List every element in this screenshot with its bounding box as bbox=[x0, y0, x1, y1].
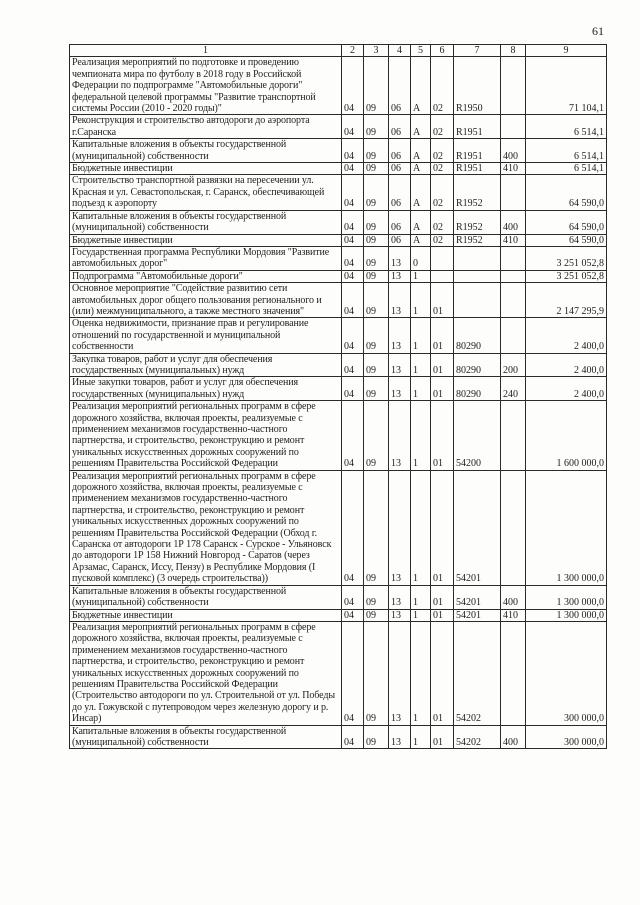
code-col-7: 80290 bbox=[454, 353, 501, 377]
table-row bbox=[70, 585, 607, 609]
code-col-7: 54202 bbox=[454, 725, 501, 749]
amount-cell: 3 251 052,8 bbox=[526, 270, 607, 282]
column-header-5: 5 bbox=[411, 45, 431, 57]
code-col-4: 13 bbox=[389, 585, 411, 609]
code-col-2: 04 bbox=[342, 115, 364, 139]
table-body bbox=[70, 57, 607, 749]
table-row bbox=[70, 470, 607, 585]
row-name: Реализация мероприятий региональных программ в сфере дорожного хозяйства, включая проекты, реализуемые с применением механизмов государственно-частного партнерства, и строительство, реконструкцию и ремонт уникальных искусственных дорожных сооружений по решениям Правительства Российской Федерации bbox=[70, 401, 342, 470]
code-col-2: 04 bbox=[342, 725, 364, 749]
code-col-4: 13 bbox=[389, 725, 411, 749]
code-col-7: 80290 bbox=[454, 377, 501, 401]
code-col-5: А bbox=[411, 115, 431, 139]
code-col-3: 09 bbox=[364, 609, 389, 621]
code-col-7: 54202 bbox=[454, 621, 501, 725]
table-row bbox=[70, 283, 607, 318]
table-row bbox=[70, 234, 607, 246]
code-col-2: 04 bbox=[342, 353, 364, 377]
code-col-4: 13 bbox=[389, 621, 411, 725]
code-col-5: 1 bbox=[411, 585, 431, 609]
code-col-8: 400 bbox=[501, 585, 526, 609]
code-col-8 bbox=[501, 57, 526, 115]
amount-cell: 2 400,0 bbox=[526, 353, 607, 377]
code-col-7: R1951 bbox=[454, 163, 501, 175]
code-col-6: 01 bbox=[431, 621, 454, 725]
code-col-3: 09 bbox=[364, 621, 389, 725]
code-col-2: 04 bbox=[342, 470, 364, 585]
amount-cell: 6 514,1 bbox=[526, 163, 607, 175]
code-col-6: 01 bbox=[431, 585, 454, 609]
code-col-7: 54201 bbox=[454, 470, 501, 585]
code-col-8 bbox=[501, 318, 526, 353]
row-name: Капитальные вложения в объекты государственной (муниципальной) собственности bbox=[70, 210, 342, 234]
table-row bbox=[70, 725, 607, 749]
code-col-6 bbox=[431, 270, 454, 282]
code-col-2: 04 bbox=[342, 585, 364, 609]
code-col-7 bbox=[454, 270, 501, 282]
table-row bbox=[70, 377, 607, 401]
code-col-4: 13 bbox=[389, 246, 411, 270]
table-row bbox=[70, 175, 607, 210]
table-row bbox=[70, 210, 607, 234]
code-col-8: 200 bbox=[501, 353, 526, 377]
code-col-4: 06 bbox=[389, 115, 411, 139]
amount-cell: 3 251 052,8 bbox=[526, 246, 607, 270]
row-name: Бюджетные инвестиции bbox=[70, 163, 342, 175]
code-col-3: 09 bbox=[364, 318, 389, 353]
code-col-3: 09 bbox=[364, 210, 389, 234]
code-col-4: 13 bbox=[389, 283, 411, 318]
amount-cell: 6 514,1 bbox=[526, 115, 607, 139]
code-col-8: 400 bbox=[501, 725, 526, 749]
code-col-7 bbox=[454, 246, 501, 270]
code-col-6: 02 bbox=[431, 163, 454, 175]
code-col-3: 09 bbox=[364, 585, 389, 609]
amount-cell: 2 400,0 bbox=[526, 318, 607, 353]
code-col-3: 09 bbox=[364, 139, 389, 163]
code-col-2: 04 bbox=[342, 377, 364, 401]
code-col-6: 02 bbox=[431, 234, 454, 246]
code-col-5: А bbox=[411, 57, 431, 115]
code-col-6: 01 bbox=[431, 470, 454, 585]
code-col-2: 04 bbox=[342, 139, 364, 163]
code-col-3: 09 bbox=[364, 246, 389, 270]
amount-cell: 71 104,1 bbox=[526, 57, 607, 115]
code-col-2: 04 bbox=[342, 283, 364, 318]
row-name: Иные закупки товаров, работ и услуг для обеспечения государственных (муниципальных) нужд bbox=[70, 377, 342, 401]
code-col-3: 09 bbox=[364, 115, 389, 139]
table-row bbox=[70, 353, 607, 377]
code-col-2: 04 bbox=[342, 318, 364, 353]
row-name: Государственная программа Республики Мордовия "Развитие автомобильных дорог" bbox=[70, 246, 342, 270]
code-col-4: 06 bbox=[389, 139, 411, 163]
code-col-4: 13 bbox=[389, 470, 411, 585]
code-col-3: 09 bbox=[364, 470, 389, 585]
code-col-2: 04 bbox=[342, 270, 364, 282]
code-col-6: 02 bbox=[431, 115, 454, 139]
code-col-7 bbox=[454, 283, 501, 318]
code-col-5: 1 bbox=[411, 621, 431, 725]
row-name: Реализация мероприятий по подготовке и проведению чемпионата мира по футболу в 2018 году в Российской Федерации по подпрограмме "Автомобильные дороги" федеральной целевой программы "Развитие транспортной системы России (2010 - 2020 годы)" bbox=[70, 57, 342, 115]
code-col-3: 09 bbox=[364, 353, 389, 377]
code-col-4: 06 bbox=[389, 175, 411, 210]
code-col-8: 410 bbox=[501, 609, 526, 621]
amount-cell: 2 400,0 bbox=[526, 377, 607, 401]
code-col-8 bbox=[501, 470, 526, 585]
code-col-3: 09 bbox=[364, 725, 389, 749]
code-col-5: 1 bbox=[411, 377, 431, 401]
amount-cell: 2 147 295,9 bbox=[526, 283, 607, 318]
row-name: Основное мероприятие "Содействие развитию сети автомобильных дорог общего пользования регионального и (или) межмуниципального, а также местного значения" bbox=[70, 283, 342, 318]
code-col-7: R1952 bbox=[454, 234, 501, 246]
code-col-2: 04 bbox=[342, 210, 364, 234]
code-col-2: 04 bbox=[342, 57, 364, 115]
row-name: Строительство транспортной развязки на пересечении ул. Красная и ул. Севастопольская, г. Саранск, обеспечивающей подъезд к аэропорту bbox=[70, 175, 342, 210]
code-col-6: 01 bbox=[431, 609, 454, 621]
table-row bbox=[70, 401, 607, 470]
code-col-7: 54201 bbox=[454, 609, 501, 621]
code-col-4: 06 bbox=[389, 210, 411, 234]
code-col-4: 06 bbox=[389, 163, 411, 175]
code-col-4: 06 bbox=[389, 234, 411, 246]
code-col-3: 09 bbox=[364, 401, 389, 470]
code-col-7: 54200 bbox=[454, 401, 501, 470]
column-header-1: 1 bbox=[70, 45, 342, 57]
code-col-8: 400 bbox=[501, 139, 526, 163]
code-col-6: 02 bbox=[431, 210, 454, 234]
code-col-8 bbox=[501, 621, 526, 725]
code-col-8: 410 bbox=[501, 163, 526, 175]
code-col-2: 04 bbox=[342, 234, 364, 246]
row-name: Капитальные вложения в объекты государственной (муниципальной) собственности bbox=[70, 585, 342, 609]
code-col-4: 13 bbox=[389, 401, 411, 470]
code-col-8 bbox=[501, 283, 526, 318]
page-number: 61 bbox=[592, 24, 604, 38]
amount-cell: 300 000,0 bbox=[526, 621, 607, 725]
code-col-4: 13 bbox=[389, 270, 411, 282]
amount-cell: 64 590,0 bbox=[526, 175, 607, 210]
column-header-2: 2 bbox=[342, 45, 364, 57]
table-row bbox=[70, 246, 607, 270]
row-name: Реализация мероприятий региональных программ в сфере дорожного хозяйства, включая проекты, реализуемые с применением механизмов государственно-частного партнерства, и строительство, реконструкцию и ремонт уникальных искусственных дорожных сооружений по решениям Правительства Российской Федерации (Строительство автодороги по ул. Строительной от ул. Победы до ул. Гожувской с путепроводом через железную дорогу и р. Инсар) bbox=[70, 621, 342, 725]
code-col-3: 09 bbox=[364, 175, 389, 210]
code-col-3: 09 bbox=[364, 283, 389, 318]
code-col-7: R1952 bbox=[454, 210, 501, 234]
table-row bbox=[70, 57, 607, 115]
code-col-6: 02 bbox=[431, 139, 454, 163]
row-name: Капитальные вложения в объекты государственной (муниципальной) собственности bbox=[70, 725, 342, 749]
code-col-4: 06 bbox=[389, 57, 411, 115]
code-col-3: 09 bbox=[364, 270, 389, 282]
code-col-2: 04 bbox=[342, 163, 364, 175]
code-col-6: 01 bbox=[431, 318, 454, 353]
code-col-3: 09 bbox=[364, 377, 389, 401]
code-col-6: 01 bbox=[431, 725, 454, 749]
amount-cell: 64 590,0 bbox=[526, 210, 607, 234]
row-name: Бюджетные инвестиции bbox=[70, 609, 342, 621]
code-col-5: 1 bbox=[411, 725, 431, 749]
code-col-6: 01 bbox=[431, 353, 454, 377]
code-col-5: 1 bbox=[411, 401, 431, 470]
code-col-3: 09 bbox=[364, 57, 389, 115]
column-header-4: 4 bbox=[389, 45, 411, 57]
code-col-8 bbox=[501, 270, 526, 282]
code-col-8 bbox=[501, 246, 526, 270]
column-header-9: 9 bbox=[526, 45, 607, 57]
code-col-8 bbox=[501, 175, 526, 210]
code-col-4: 13 bbox=[389, 377, 411, 401]
code-col-8 bbox=[501, 115, 526, 139]
code-col-8: 240 bbox=[501, 377, 526, 401]
header-row bbox=[70, 45, 607, 57]
code-col-5: 1 bbox=[411, 318, 431, 353]
table-row bbox=[70, 139, 607, 163]
code-col-6: 02 bbox=[431, 57, 454, 115]
row-name: Закупка товаров, работ и услуг для обеспечения государственных (муниципальных) нужд bbox=[70, 353, 342, 377]
code-col-5: А bbox=[411, 139, 431, 163]
row-name: Оценка недвижимости, признание прав и регулирование отношений по государственной и муниципальной собственности bbox=[70, 318, 342, 353]
row-name: Капитальные вложения в объекты государственной (муниципальной) собственности bbox=[70, 139, 342, 163]
code-col-5: 1 bbox=[411, 609, 431, 621]
table-row bbox=[70, 318, 607, 353]
code-col-7: R1951 bbox=[454, 115, 501, 139]
code-col-5: 1 bbox=[411, 470, 431, 585]
amount-cell: 1 300 000,0 bbox=[526, 609, 607, 621]
table-row bbox=[70, 115, 607, 139]
code-col-7: R1952 bbox=[454, 175, 501, 210]
table-row bbox=[70, 621, 607, 725]
column-header-6: 6 bbox=[431, 45, 454, 57]
amount-cell: 64 590,0 bbox=[526, 234, 607, 246]
amount-cell: 1 300 000,0 bbox=[526, 585, 607, 609]
code-col-5: 1 bbox=[411, 283, 431, 318]
code-col-5: А bbox=[411, 234, 431, 246]
code-col-5: А bbox=[411, 210, 431, 234]
code-col-8: 410 bbox=[501, 234, 526, 246]
code-col-6: 01 bbox=[431, 283, 454, 318]
row-name: Бюджетные инвестиции bbox=[70, 234, 342, 246]
code-col-7: 80290 bbox=[454, 318, 501, 353]
table-row bbox=[70, 609, 607, 621]
column-header-3: 3 bbox=[364, 45, 389, 57]
amount-cell: 6 514,1 bbox=[526, 139, 607, 163]
code-col-5: А bbox=[411, 163, 431, 175]
table-row bbox=[70, 163, 607, 175]
code-col-8: 400 bbox=[501, 210, 526, 234]
code-col-5: 1 bbox=[411, 353, 431, 377]
amount-cell: 300 000,0 bbox=[526, 725, 607, 749]
code-col-8 bbox=[501, 401, 526, 470]
code-col-5: А bbox=[411, 175, 431, 210]
code-col-3: 09 bbox=[364, 163, 389, 175]
column-header-8: 8 bbox=[501, 45, 526, 57]
row-name: Подпрограмма "Автомобильные дороги" bbox=[70, 270, 342, 282]
code-col-3: 09 bbox=[364, 234, 389, 246]
code-col-2: 04 bbox=[342, 621, 364, 725]
code-col-6: 01 bbox=[431, 377, 454, 401]
row-name: Реализация мероприятий региональных программ в сфере дорожного хозяйства, включая проекты, реализуемые с применением механизмов государственно-частного партнерства, и строительство, реконструкцию и ремонт уникальных искусственных дорожных сооружений по решениям Правительства Российской Федерации (Обход г. Саранска от автодороги 1Р 178 Саранск - Сурское - Ульяновск до автодороги 1Р 158 Нижний Новгород - Саратов (через Арзамас, Саранск, Иссу, Пензу) в Республике Мордовия (I пусковой комплекс) (3 очередь строительства)) bbox=[70, 470, 342, 585]
table-row bbox=[70, 270, 607, 282]
amount-cell: 1 300 000,0 bbox=[526, 470, 607, 585]
budget-table bbox=[69, 44, 607, 749]
code-col-7: R1950 bbox=[454, 57, 501, 115]
code-col-6: 02 bbox=[431, 175, 454, 210]
code-col-4: 13 bbox=[389, 318, 411, 353]
column-header-7: 7 bbox=[454, 45, 501, 57]
code-col-6 bbox=[431, 246, 454, 270]
code-col-2: 04 bbox=[342, 609, 364, 621]
code-col-2: 04 bbox=[342, 175, 364, 210]
code-col-4: 13 bbox=[389, 353, 411, 377]
amount-cell: 1 600 000,0 bbox=[526, 401, 607, 470]
code-col-2: 04 bbox=[342, 246, 364, 270]
code-col-4: 13 bbox=[389, 609, 411, 621]
code-col-7: 54201 bbox=[454, 585, 501, 609]
code-col-6: 01 bbox=[431, 401, 454, 470]
code-col-2: 04 bbox=[342, 401, 364, 470]
row-name: Реконструкция и строительство автодороги до аэропорта г.Саранска bbox=[70, 115, 342, 139]
code-col-5: 0 bbox=[411, 246, 431, 270]
code-col-5: 1 bbox=[411, 270, 431, 282]
code-col-7: R1951 bbox=[454, 139, 501, 163]
